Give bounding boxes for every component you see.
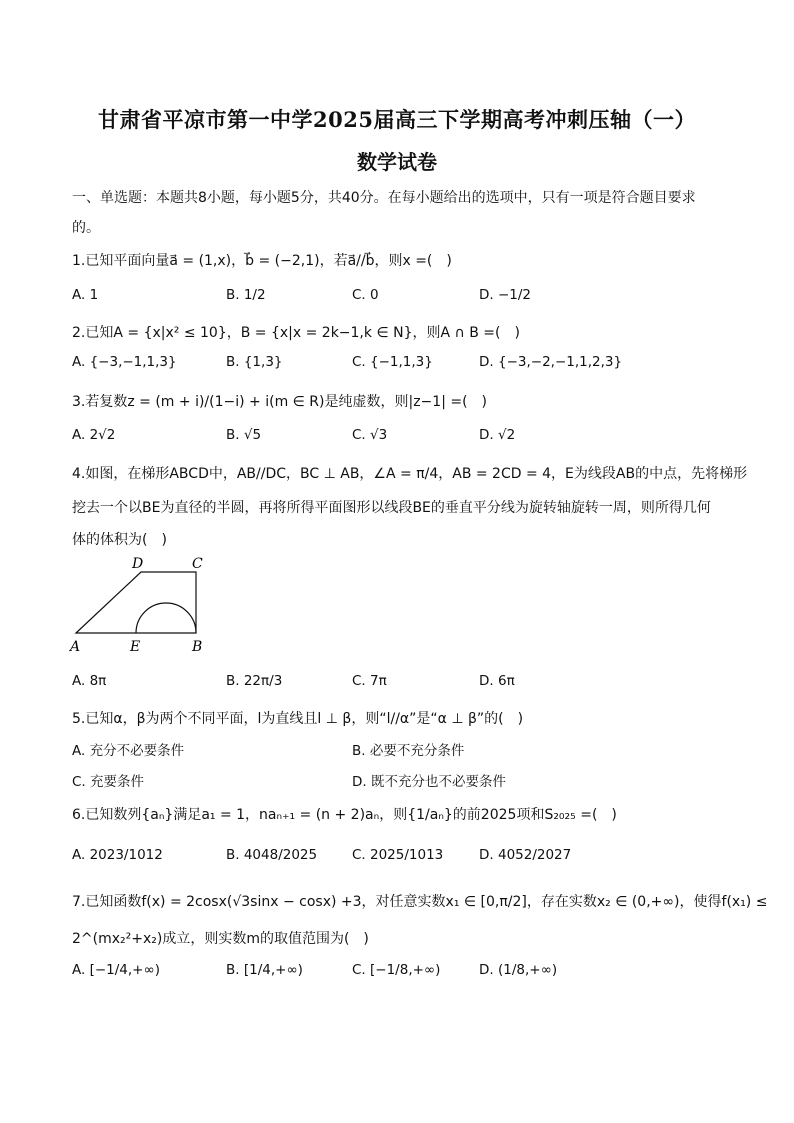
label-c: C [192,556,203,572]
question-2-option-b: B. {1,3} [226,354,283,370]
question-7-stem-cont: 2^(mx₂²+x₂)成立，则实数m的取值范围为( ) [72,931,369,947]
page-subtitle: 数学试卷 [357,150,437,174]
question-6-option-d: D. 4052/2027 [479,847,572,863]
semicircle-arc [136,603,196,633]
trapezoid-outline [76,572,196,633]
question-2-option-a: A. {−3,−1,1,3} [72,354,177,370]
question-6-option-a: A. 2023/1012 [72,847,163,863]
question-5-option-b: B. 必要不充分条件 [352,743,465,759]
question-7-option-b: B. [1/4,+∞) [226,962,303,978]
question-6-option-c: C. 2025/1013 [352,847,444,863]
question-5-option-c: C. 充要条件 [72,774,145,790]
question-3-option-d: D. √2 [479,427,516,443]
label-d: D [132,556,144,572]
question-2-option-d: D. {−3,−2,−1,1,2,3} [479,354,623,370]
question-6-option-b: B. 4048/2025 [226,847,318,863]
question-4-option-a: A. 8π [72,673,107,689]
question-1-option-b: B. 1/2 [226,287,266,303]
question-2-option-c: C. {−1,1,3} [352,354,433,370]
trapezoid-figure [66,556,226,656]
question-6-stem: 6.已知数列{aₙ}满足a₁ = 1，naₙ₊₁ = (n + 2)aₙ，则{1/aₙ}的前2025项和S₂₀₂₅ =( ) [72,807,617,823]
question-3-option-c: C. √3 [352,427,388,443]
question-4-stem: 4.如图，在梯形ABCD中，AB//DC，BC ⊥ AB，∠A = π/4，AB = 2CD = 4，E为线段AB的中点，先将梯形 [72,466,748,482]
question-3-option-b: B. √5 [226,427,262,443]
question-5-stem: 5.已知α，β为两个不同平面，l为直线且l ⊥ β，则“l//α”是“α ⊥ β”的( ) [72,711,524,727]
question-1-option-c: C. 0 [352,287,379,303]
label-b: B [192,639,203,655]
label-e: E [130,639,141,655]
label-a: A [70,639,81,655]
question-4-option-b: B. 22π/3 [226,673,283,689]
question-7-option-d: D. (1/8,+∞) [479,962,558,978]
question-1-option-d: D. −1/2 [479,287,532,303]
page-title: 甘肃省平凉市第一中学2025届高三下学期高考冲刺压轴（一） [98,107,696,132]
section-heading-cont: 的。 [72,220,100,236]
question-4-stem-end: 体的体积为( ) [72,532,167,548]
question-7-option-c: C. [−1/8,+∞) [352,962,441,978]
question-3-stem: 3.若复数z = (m + i)/(1−i) + i(m ∈ R)是纯虚数，则|z−1| =( ) [72,394,488,410]
question-3-option-a: A. 2√2 [72,427,116,443]
question-1-stem: 1.已知平面向量a⃗ = (1,x)，b⃗ = (−2,1)，若a⃗//b⃗，则x =( ) [72,253,452,269]
question-4-stem-cont: 挖去一个以BE为直径的半圆，再将所得平面图形以线段BE的垂直平分线为旋转轴旋转一周，则所得几何 [72,500,711,516]
question-2-stem: 2.已知A = {x|x² ≤ 10}，B = {x|x = 2k−1,k ∈ N}，则A ∩ B =( ) [72,325,520,341]
question-4-option-c: C. 7π [352,673,387,689]
question-5-option-d: D. 既不充分也不必要条件 [352,774,506,790]
question-1-option-a: A. 1 [72,287,99,303]
question-4-option-d: D. 6π [479,673,515,689]
question-7-stem: 7.已知函数f(x) = 2cosx(√3sinx − cosx) +3，对任意实数x₁ ∈ [0,π/2]，存在实数x₂ ∈ (0,+∞)，使得f(x₁) ≤ [72,894,768,910]
question-7-option-a: A. [−1/4,+∞) [72,962,161,978]
section-heading: 一、单选题：本题共8小题，每小题5分，共40分。在每小题给出的选项中，只有一项是符合题目要求 [72,190,696,206]
question-5-option-a: A. 充分不必要条件 [72,743,185,759]
